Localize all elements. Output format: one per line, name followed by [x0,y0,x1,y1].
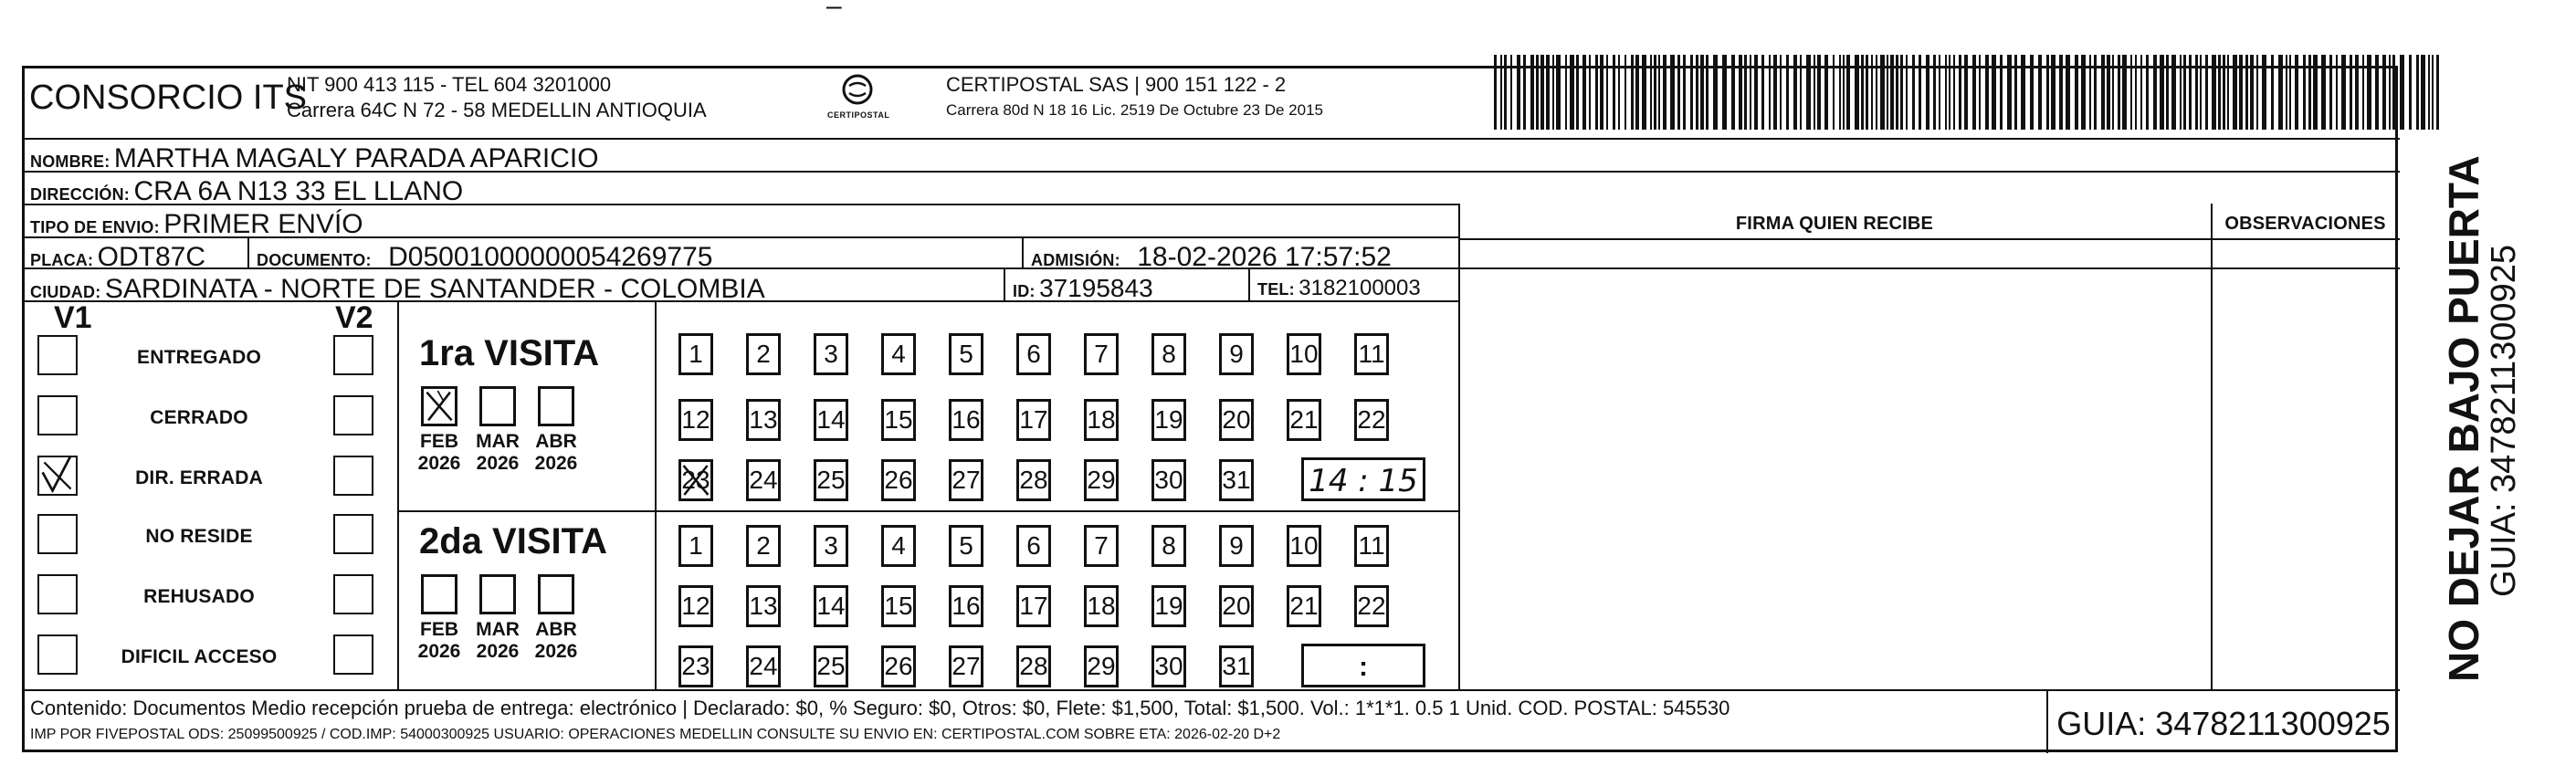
day-number: 2 [756,340,771,368]
day-number: 4 [891,531,906,560]
day-box[interactable] [678,525,713,567]
admission-label: ADMISIÓN: [1031,251,1120,269]
day-number: 9 [1229,531,1244,560]
day-box[interactable] [881,399,916,441]
status-label: NO RESIDE [145,526,253,547]
day-number: 8 [1162,340,1176,368]
type-row [30,211,363,238]
recipient-address: CRA 6A N13 33 EL LLANO [133,176,464,206]
day-number: 6 [1026,340,1041,368]
shipment-type: PRIMER ENVÍO [163,209,363,239]
day-box[interactable] [1151,525,1186,567]
day-box[interactable] [1219,525,1254,567]
day-number: 13 [749,405,778,434]
day-number: 7 [1094,340,1109,368]
day-number: 31 [1222,466,1251,494]
visit2-time: : [1359,652,1368,682]
day-number: 14 [816,592,846,620]
day-number: 24 [749,652,778,680]
company-address-line: Carrera 64C N 72 - 58 MEDELLIN ANTIOQUIA [287,99,707,121]
day-box[interactable] [1016,645,1051,687]
day-box[interactable] [678,645,713,687]
day-number: 12 [681,405,710,434]
day-box[interactable] [678,585,713,627]
day-box[interactable] [1287,333,1321,375]
barcode-bar [2421,55,2425,130]
status-label: REHUSADO [143,586,255,607]
day-number: 10 [1289,340,1319,368]
handwritten-x-icon [681,462,710,498]
name-label: NOMBRE: [30,152,110,171]
day-number: 21 [1289,405,1319,434]
visit1-time-box[interactable] [1301,457,1425,501]
status-label: DIFICIL ACCESO [121,646,278,667]
company-name: CONSORCIO ITS [29,79,308,117]
day-number: 15 [884,405,913,434]
day-number: 4 [891,340,906,368]
tel-cell [1257,278,1421,299]
day-number: 23 [681,652,710,680]
day-number: 31 [1222,652,1251,680]
barcode-bar [2432,55,2434,130]
status-label: ENTREGADO [137,347,261,368]
observations-area[interactable] [2213,240,2400,687]
day-box[interactable] [1219,585,1254,627]
recipient-name: MARTHA MAGALY PARADA APARICIO [113,143,599,173]
day-number: 3 [824,531,838,560]
day-box[interactable] [678,459,713,501]
day-number: 17 [1019,592,1048,620]
day-number: 14 [816,405,846,434]
barcode-bar [2436,55,2439,130]
day-box[interactable] [949,585,983,627]
day-box[interactable] [1016,459,1051,501]
day-box[interactable] [1016,333,1051,375]
day-box[interactable] [814,333,848,375]
day-box[interactable] [949,399,983,441]
day-box[interactable] [1354,399,1389,441]
day-box[interactable] [814,399,848,441]
day-number: 3 [824,340,838,368]
day-number: 27 [952,652,981,680]
side-panel [2407,155,2544,682]
day-box[interactable] [678,333,713,375]
month-label: MAR [476,431,520,452]
day-number: 20 [1222,405,1251,434]
day-number: 25 [816,652,846,680]
month-year: 2026 [476,453,520,474]
day-number: 30 [1154,466,1183,494]
signature-area[interactable] [1456,240,2209,687]
month-year: 2026 [534,641,578,662]
id-label: ID: [1013,282,1036,300]
delivery-form [22,66,2398,752]
admission-cell [1031,244,1392,271]
barcode-bar [2428,55,2430,130]
day-number: 25 [816,466,846,494]
day-number: 21 [1289,592,1319,620]
day-box[interactable] [1287,585,1321,627]
content-line: Contenido: Documentos Medio recepción prueba de entrega: electrónico | Declarado: $0, % Seguro: $0, Otros: $0, Flete: $1,500, Total: $1,500. Vol.: 1*1*1. 0.5 1 Unid. COD. POSTAL: 545530 [30,697,1730,719]
day-box[interactable] [1354,333,1389,375]
v1-header: V1 [54,300,92,335]
signature-label: FIRMA QUIEN RECIBE [1735,214,1934,234]
address-label: DIRECCIÓN: [30,185,130,204]
v1-checkbox[interactable] [37,634,78,675]
v2-checkbox[interactable] [333,634,373,675]
day-box[interactable] [1151,645,1186,687]
day-box[interactable] [1084,399,1119,441]
day-number: 29 [1087,466,1116,494]
day-number: 8 [1162,531,1176,560]
month-checkbox[interactable] [479,386,516,426]
day-box[interactable] [881,333,916,375]
visit1-title: 1ra VISITA [419,333,600,373]
day-number: 10 [1289,531,1319,560]
document-label: DOCUMENTO: [257,251,372,269]
month-checkbox[interactable] [479,574,516,614]
day-number: 2 [756,531,771,560]
day-number: 18 [1087,405,1116,434]
status-label: CERRADO [150,407,248,428]
day-number: 5 [959,531,973,560]
day-box[interactable] [746,645,781,687]
address-row [30,178,463,205]
v2-checkbox[interactable] [333,335,373,375]
day-number: 29 [1087,652,1116,680]
day-number: 28 [1019,652,1048,680]
month-label: ABR [535,619,577,640]
barcode-bar [2409,55,2412,130]
day-number: 30 [1154,652,1183,680]
side-guia: GUIA: 3478211300925 [2485,245,2523,597]
day-box[interactable] [1219,459,1254,501]
document-cell [257,244,712,271]
day-box[interactable] [1151,459,1186,501]
company-nit-line: NIT 900 413 115 - TEL 604 3201000 [287,73,612,96]
day-number: 16 [952,405,981,434]
day-box[interactable] [881,585,916,627]
observations-label: OBSERVACIONES [2224,214,2386,234]
handwritten-x-icon [424,389,455,424]
footer-guia: GUIA: 3478211300925 [2056,705,2391,742]
day-number: 7 [1094,531,1109,560]
day-box[interactable] [949,645,983,687]
day-box[interactable] [1219,399,1254,441]
day-number: 19 [1154,405,1183,434]
day-box[interactable] [814,525,848,567]
day-number: 15 [884,592,913,620]
tel-label: TEL: [1257,280,1295,299]
v1-checkbox[interactable] [37,514,78,554]
v2-header: V2 [335,300,373,335]
day-number: 22 [1357,405,1386,434]
day-number: 22 [1357,592,1386,620]
day-box[interactable] [1084,525,1119,567]
day-box[interactable] [949,459,983,501]
handwritten-check-icon [39,457,76,494]
day-number: 9 [1229,340,1244,368]
day-box[interactable] [746,399,781,441]
plate-cell [30,244,205,271]
day-box[interactable] [881,645,916,687]
day-number: 12 [681,592,710,620]
city-cell [30,276,765,303]
barcode-bar [2400,55,2404,130]
day-box[interactable] [678,399,713,441]
day-number: 11 [1358,340,1385,368]
day-number: 5 [959,340,973,368]
id-value: 37195843 [1039,274,1153,302]
month-label: FEB [420,431,458,452]
month-checkbox[interactable] [421,386,457,426]
day-number: 28 [1019,466,1048,494]
day-number: 26 [884,652,913,680]
day-number: 23 [681,466,710,494]
v1-checkbox[interactable] [37,335,78,375]
city-value: SARDINATA - NORTE DE SANTANDER - COLOMBIA [104,274,765,304]
visit2-time-box[interactable] [1301,644,1425,687]
day-box[interactable] [1219,333,1254,375]
v1-checkbox[interactable] [37,395,78,435]
month-checkbox[interactable] [421,574,457,614]
day-number: 16 [952,592,981,620]
day-number: 1 [689,340,703,368]
month-label: MAR [476,619,520,640]
city-label: CIUDAD: [30,283,101,301]
month-checkbox[interactable] [538,386,574,426]
v2-checkbox[interactable] [333,514,373,554]
day-number: 6 [1026,531,1041,560]
logo-text: CERTIPOSTAL [827,110,890,120]
day-box[interactable] [1016,585,1051,627]
day-box[interactable] [1287,399,1321,441]
barcode-bar [2416,55,2419,130]
v2-checkbox[interactable] [333,456,373,496]
carrier-address-line: Carrera 80d N 18 16 Lic. 2519 De Octubre 23 De 2015 [946,101,1323,119]
v1-checkbox[interactable] [37,456,78,496]
carrier-line: CERTIPOSTAL SAS | 900 151 122 - 2 [946,73,1287,96]
day-box[interactable] [1219,645,1254,687]
month-year: 2026 [534,453,578,474]
day-number: 20 [1222,592,1251,620]
day-number: 1 [689,531,703,560]
day-box[interactable] [814,645,848,687]
day-box[interactable] [1287,525,1321,567]
print-line: IMP POR FIVEPOSTAL ODS: 25099500925 / COD.IMP: 54000300925 USUARIO: OPERACIONES MEDELLIN CONSULTE SU ENVIO EN: CERTIPOSTAL.COM SOBRE ETA: 2026-02-20 D+2 [30,727,1281,742]
month-checkbox[interactable] [538,574,574,614]
name-row [30,145,599,173]
day-box[interactable] [814,585,848,627]
day-box[interactable] [746,525,781,567]
plate-value: ODT87C [97,242,206,272]
document-value: D05001000000054269775 [388,242,713,272]
day-number: 19 [1154,592,1183,620]
day-box[interactable] [1084,333,1119,375]
day-box[interactable] [1084,645,1119,687]
day-box[interactable] [881,525,916,567]
day-box[interactable] [949,333,983,375]
day-box[interactable] [746,459,781,501]
day-box[interactable] [1016,525,1051,567]
v1-checkbox[interactable] [37,574,78,614]
admission-value: 18-02-2026 17:57:52 [1137,242,1392,272]
day-box[interactable] [1151,333,1186,375]
day-box[interactable] [1354,585,1389,627]
top-mark: – [826,0,842,21]
day-box[interactable] [1016,399,1051,441]
v2-checkbox[interactable] [333,574,373,614]
plate-label: PLACA: [30,251,94,269]
day-number: 27 [952,466,981,494]
day-box[interactable] [1151,399,1186,441]
day-number: 11 [1358,531,1385,560]
day-box[interactable] [1084,585,1119,627]
type-label: TIPO DE ENVIO: [30,218,160,236]
day-box[interactable] [881,459,916,501]
side-warning: NO DEJAR BAJO PUERTA [2440,155,2487,682]
day-box[interactable] [814,459,848,501]
day-box[interactable] [949,525,983,567]
day-box[interactable] [746,585,781,627]
day-box[interactable] [1354,525,1389,567]
month-year: 2026 [476,641,520,662]
status-label: DIR. ERRADA [135,467,263,488]
day-number: 17 [1019,405,1048,434]
tel-value: 3182100003 [1299,276,1421,300]
month-year: 2026 [417,641,461,662]
visit1-time: 14 : 15 [1309,463,1418,499]
day-number: 24 [749,466,778,494]
day-number: 26 [884,466,913,494]
v2-checkbox[interactable] [333,395,373,435]
month-year: 2026 [417,453,461,474]
id-cell [1013,276,1153,301]
day-box[interactable] [746,333,781,375]
visit2-title: 2da VISITA [419,521,607,561]
day-number: 13 [749,592,778,620]
month-label: FEB [420,619,458,640]
day-number: 18 [1087,592,1116,620]
day-box[interactable] [1084,459,1119,501]
day-box[interactable] [1151,585,1186,627]
month-label: ABR [535,431,577,452]
